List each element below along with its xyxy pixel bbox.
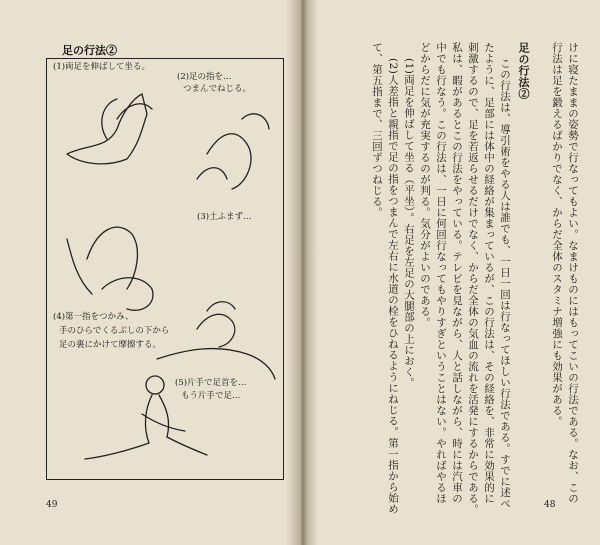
text-column: どからだに気が充実するのが判る。気分がよいのである。 (419, 42, 431, 328)
caption-5b: もう片手で足… (181, 391, 241, 401)
section-heading: 足の行法② (517, 42, 530, 100)
text-column: けに寝たままの姿勢で行なってもよい。なまけものにはもってこいの行法である。なお、この (567, 42, 579, 504)
illustration-4-leg (157, 349, 275, 379)
caption-2b: つまんでねじる。 (183, 84, 252, 94)
right-page-number: 48 (544, 500, 556, 510)
text-column: この行法は、導引術をやる人は誰でも、一日一回は行なってほしい行法である。すでに述べ (499, 58, 511, 509)
illustration-5-head (146, 376, 164, 394)
exercise-illustrations (47, 59, 283, 479)
left-page-title: 足の行法② (62, 44, 117, 57)
caption-2: (2)足の指を… (177, 72, 232, 82)
left-page-number: 49 (46, 500, 58, 510)
text-column: 私は、暇があるとこの行法をやっている。テレビを見ながら、人と話しながら、時には汽車の (451, 42, 463, 504)
text-column: たように、足部には体中の経絡が集まっているが、この行法は、その経絡を、非常に効果的に (483, 42, 495, 504)
caption-4: (4)第一指をつかみ、 (53, 312, 134, 322)
book-gutter (286, 0, 318, 545)
text-column: 行法は足を鍛えるばかりでなく、からだ全体のスタミナ増強にも効果がある。 (551, 42, 563, 427)
right-page (300, 0, 600, 545)
illustration-3-hands (87, 227, 137, 289)
caption-1: (1)両足を伸ばして坐る。 (53, 62, 151, 72)
caption-3: (3)土ふまず… (197, 212, 252, 222)
caption-4b: 手のひらでくるぶしの下から (59, 326, 170, 336)
text-column: て、第五指まで、三回ずつねじる。 (371, 42, 383, 218)
illustration-2-hands (207, 134, 251, 189)
text-column: 中でも行なう。この行法は、一日に何回行なってもやりすぎということはない。やればやるほ (435, 42, 447, 504)
text-column: (1)両足を伸ばして坐る（平坐）。右足を左足の大腿部の上におく。 (403, 58, 415, 389)
text-column: (2)人差指と親指で足の指をつまんで左右に水道の栓をひねるようにねじる。第一指から始め (387, 58, 399, 515)
caption-4c: 足の裏にかけて摩擦する。 (59, 340, 162, 350)
caption-5: (5)片手で足首を… (175, 378, 247, 388)
illustration-panel (46, 58, 284, 480)
text-column: 刺激するので、足を若返らせるだけでなく、からだ全体の気血の流れを活発にするからである。 (467, 42, 479, 515)
